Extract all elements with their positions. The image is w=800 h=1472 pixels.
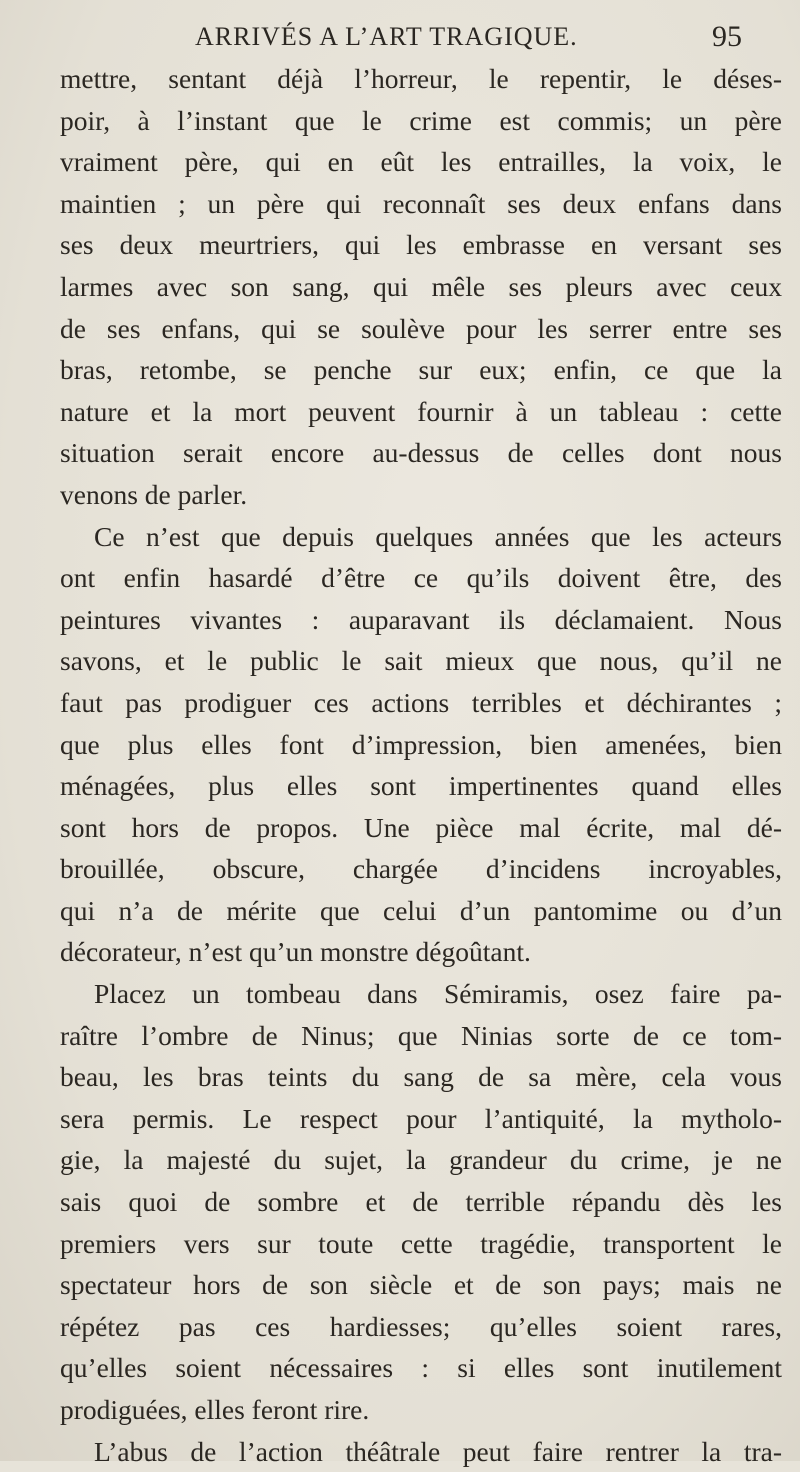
text-line: larmes avec son sang, qui mêle ses pleurs avec ceux [60,270,782,302]
text-line: nature et la mort peuvent fournir à un tableau : cette [60,395,782,427]
text-line: ont enfin hasardé d’être ce qu’ils doivent être, des [60,562,782,594]
running-head: ARRIVÉS A L’ART TRAGIQUE. [195,22,578,51]
text-line: premiers vers sur toute cette tragédie, transportent le [60,1227,782,1259]
text-line: mettre, sentant déjà l’horreur, le repentir, le déses- [60,63,782,94]
text-line: que plus elles font d’impression, bien amenées, bien [60,728,782,760]
paragraph-first-line: Ce n’est que depuis quelques années que les acteurs [94,520,782,552]
text-line: vraiment père, qui en eût les entrailles, la voix, le [60,146,782,178]
paragraph-end-line: prodiguées, elles feront rire. [60,1394,370,1425]
paragraph-first-line: L’abus de l’action théâtrale peut faire rentrer la tra- [94,1435,782,1467]
text-line: poir, à l’instant que le crime est commis; un père [60,104,782,136]
text-line: qui n’a de mérite que celui d’un pantomime ou d’un [60,894,782,926]
text-line: maintien ; un père qui reconnaît ses deux enfans dans [60,187,782,219]
body-text [60,58,782,1472]
text-line: ses deux meurtriers, qui les embrasse en versant ses [60,229,782,261]
text-line: raître l’ombre de Ninus; que Ninias sorte de ce tom- [60,1019,782,1051]
text-line: spectateur hors de son siècle et de son pays; mais ne [60,1269,782,1301]
text-line: situation serait encore au-dessus de celles dont nous [60,437,782,469]
text-line: de ses enfans, qui se soulève pour les serrer entre ses [60,312,782,344]
text-line: beau, les bras teints du sang de sa mère, cela vous [60,1061,782,1093]
text-line: peintures vivantes : auparavant ils déclamaient. Nous [60,603,782,635]
text-line: bras, retombe, se penche sur eux; enfin, ce que la [60,354,782,386]
text-line: brouillée, obscure, chargée d’incidens incroyables, [60,853,782,885]
text-line: sont hors de propos. Une pièce mal écrite, mal dé- [60,811,782,843]
paragraph-first-line: Placez un tombeau dans Sémiramis, osez faire pa- [94,978,782,1010]
paragraph-end-line: décorateur, n’est qu’un monstre dégoûtant. [60,936,531,968]
text-line: ménagées, plus elles sont impertinentes quand elles [60,770,782,802]
text-line: gie, la majesté du sujet, la grandeur du crime, je ne [60,1144,782,1176]
text-line: faut pas prodiguer ces actions terribles et déchirantes ; [60,686,782,718]
text-line: sera permis. Le respect pour l’antiquité, la mytholo- [60,1102,782,1134]
text-line: sais quoi de sombre et de terrible répandu dès les [60,1186,782,1218]
paragraph-end-line: venons de parler. [60,478,248,510]
text-line: savons, et le public le sait mieux que nous, qu’il ne [60,645,782,677]
page-number: 95 [712,20,742,53]
text-line: qu’elles soient nécessaires : si elles sont inutilement [60,1352,782,1384]
text-line: répétez pas ces hardiesses; qu’elles soient rares, [60,1310,782,1342]
